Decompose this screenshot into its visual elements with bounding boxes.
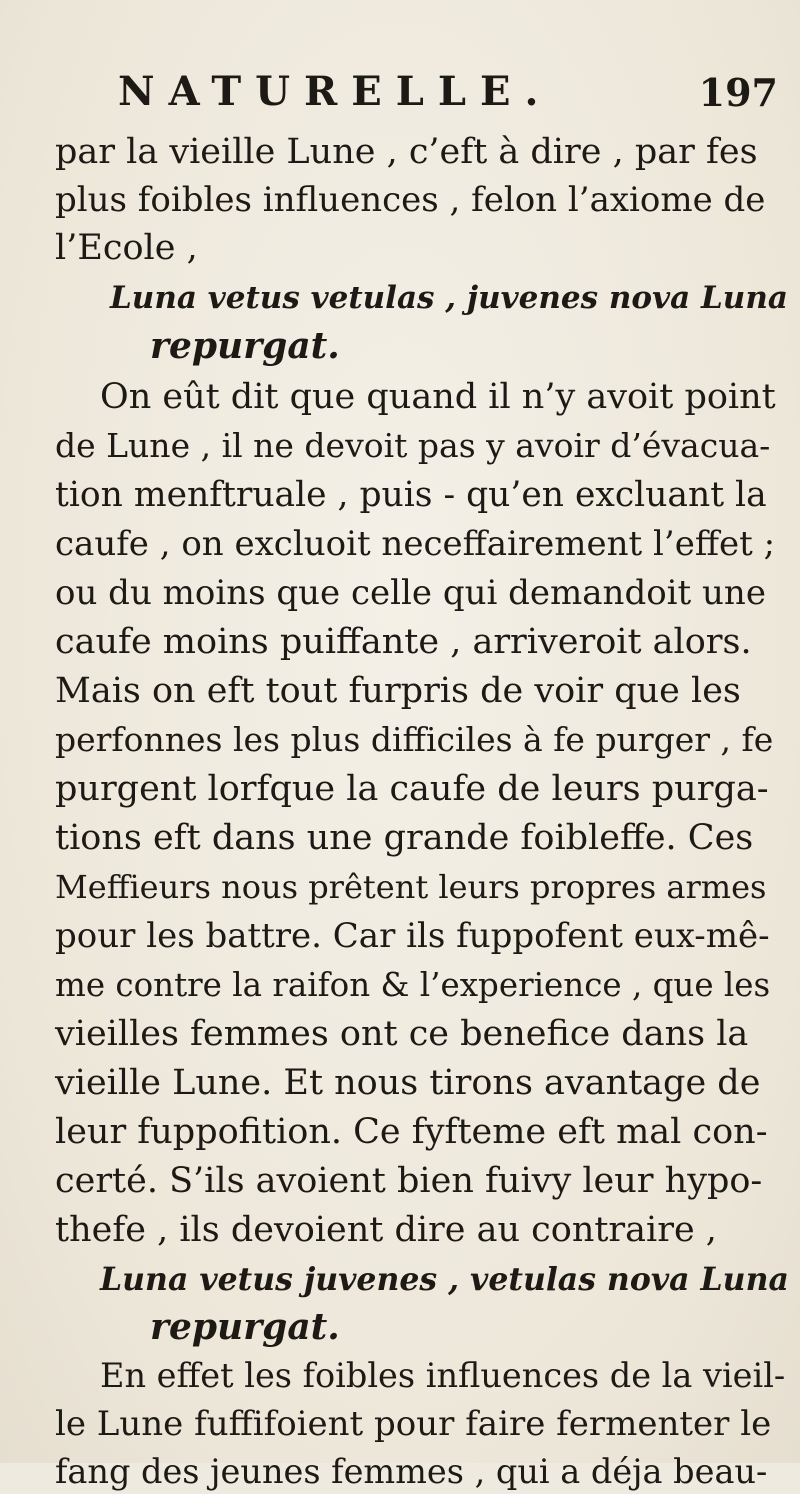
text-line: caufe , on excluoit neceffairement l’effet ; <box>55 524 776 564</box>
text-line: On eût dit que quand il n’y avoit point <box>100 377 776 417</box>
text-line: le Lune fuffifoient pour faire fermenter le <box>55 1404 772 1444</box>
text-line: par la vieille Lune , c’eft à dire , par fes <box>55 132 758 172</box>
text-line: l’Ecole , <box>55 228 198 268</box>
latin-verse-line: Luna vetus vetulas , juvenes nova Luna <box>110 280 788 316</box>
text-line: me contre la raifon & l’experience , que les <box>55 966 771 1004</box>
text-line: perfonnes les plus difficiles à fe purger , fe <box>55 720 774 759</box>
text-line: vieille Lune. Et nous tirons avantage de <box>55 1063 761 1103</box>
text-line: Mais on eft tout furpris de voir que les <box>55 671 741 711</box>
text-line: tion menftruale , puis - qu’en excluant la <box>55 475 767 515</box>
text-line: leur fuppofition. Ce fyfteme eft mal con- <box>55 1112 768 1152</box>
text-line: de Lune , il ne devoit pas y avoir d’évacua- <box>55 426 771 465</box>
text-line: ou du moins que celle qui demandoit une <box>55 573 766 613</box>
text-line: purgent lorfque la caufe de leurs purga- <box>55 769 769 809</box>
text-line: thefe , ils devoient dire au contraire , <box>55 1210 717 1250</box>
text-line: Meffieurs nous prêtent leurs propres armes <box>55 868 767 906</box>
text-line: fang des jeunes femmes , qui a déja beau- <box>55 1452 768 1491</box>
text-line: caufe moins puiffante , arriveroit alors. <box>55 622 752 662</box>
latin-verse-line: repurgat. <box>150 1306 340 1348</box>
text-line: tions eft dans une grande foibleffe. Ces <box>55 818 754 858</box>
latin-verse-line: repurgat. <box>150 325 340 367</box>
latin-verse-line: Luna vetus juvenes , vetulas nova Luna <box>100 1261 789 1298</box>
text-line: vieilles femmes ont ce benefice dans la <box>55 1014 749 1054</box>
text-line: plus foibles influences , felon l’axiome de <box>55 180 766 220</box>
page-number: 197 <box>698 70 778 115</box>
text-line: certé. S’ils avoient bien fuivy leur hypo- <box>55 1161 763 1201</box>
text-line: pour les battre. Car ils fuppofent eux-mê- <box>55 916 770 956</box>
text-line: En effet les foibles influences de la vieil- <box>100 1356 786 1395</box>
running-title: NATURELLE. <box>118 68 553 115</box>
page-header <box>118 68 778 118</box>
